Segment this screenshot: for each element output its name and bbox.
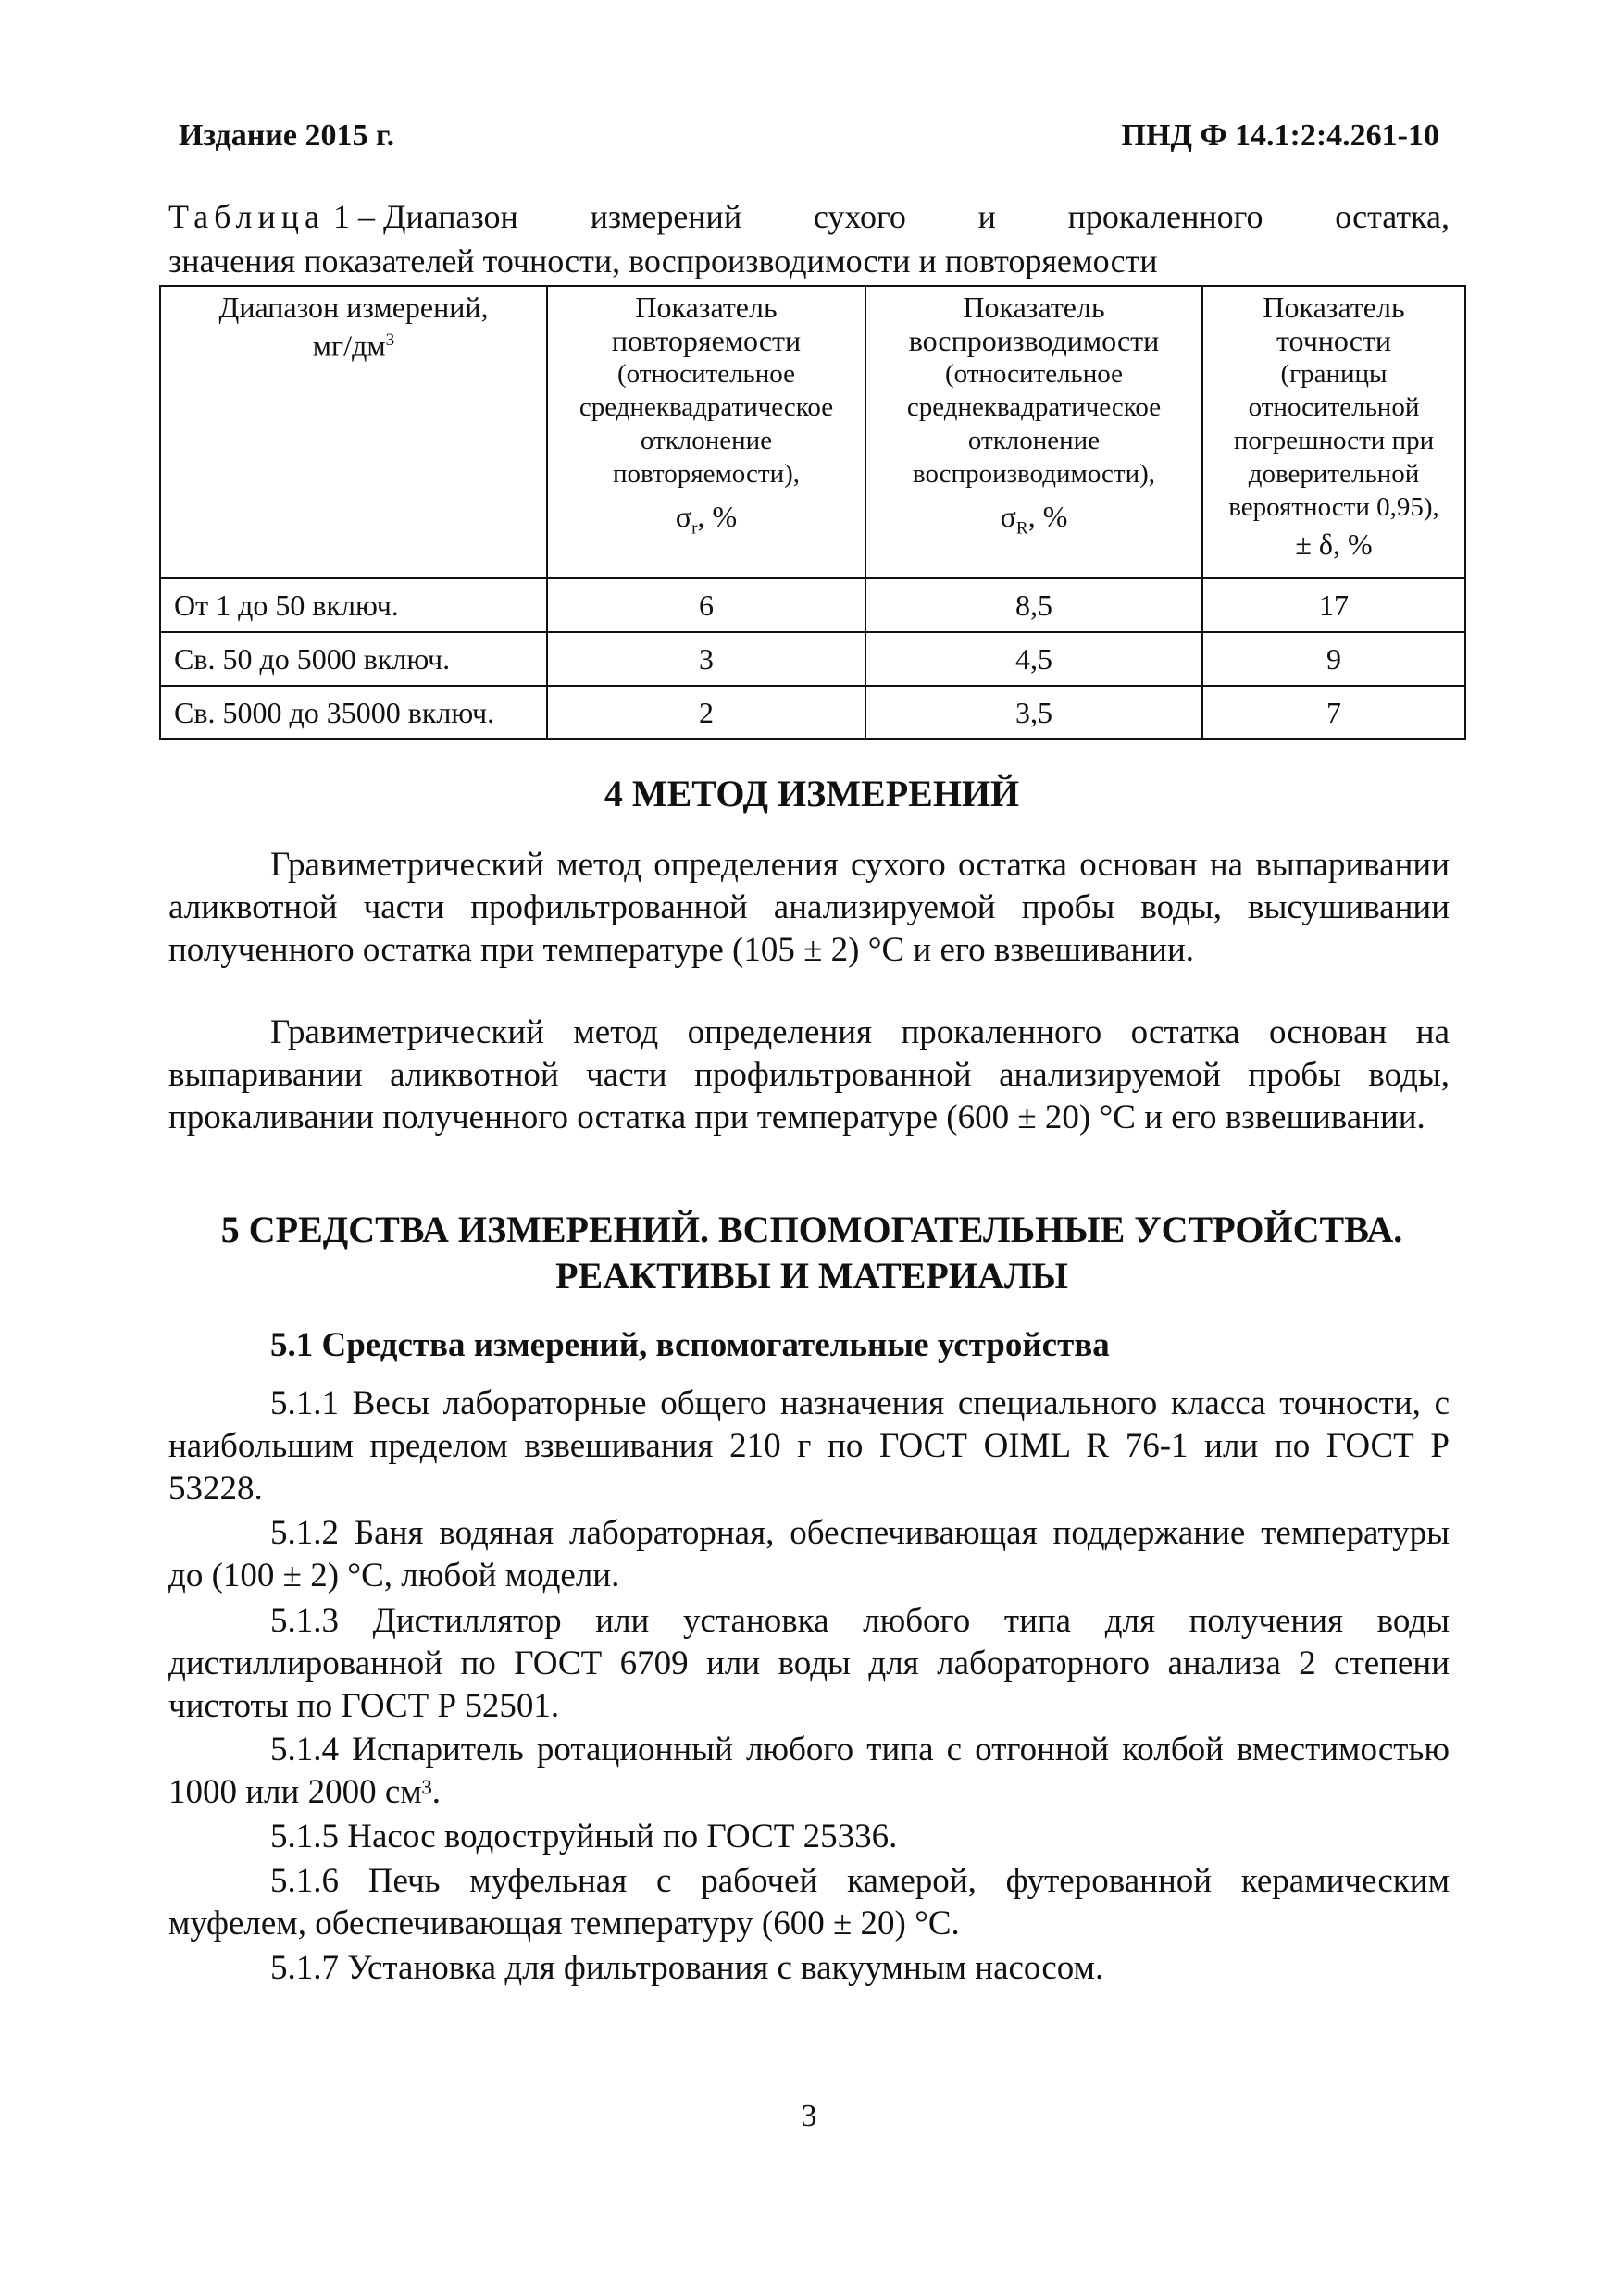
measurement-range-table	[159, 285, 1466, 740]
section-5-title-line2: РЕАКТИВЫ И МАТЕРИАЛЫ	[555, 1255, 1068, 1297]
section-4-title: 4 МЕТОД ИЗМЕРЕНИЙ	[604, 773, 1020, 814]
section-4-paragraph-1: Гравиметрический метод определения сухого остатка основан на выпаривании аликвотной части профильтрованной анализируемой пробы воды, высушивании полученного остатка при температуре (105 ± 2) °С и его взвешивании.	[168, 846, 1450, 969]
table-cell: От 1 до 50 включ.	[160, 578, 547, 632]
subsection-5-1-title: 5.1 Средства измерений, вспомогательные устройства	[270, 1326, 1110, 1364]
table-cell: 6	[547, 578, 865, 632]
table-cell: 17	[1202, 578, 1465, 632]
list-item: 5.1.3 Дистиллятор или установка любого типа для получения воды дистиллированной по ГОСТ 6709 или воды для лабораторного анализа 2 степени чистоты по ГОСТ Р 52501.	[168, 1602, 1450, 1725]
caption-word: измерений	[590, 198, 742, 235]
table-caption-line1	[168, 194, 1450, 239]
table-cell: 7	[1202, 686, 1465, 739]
caption-prefix: Таблица	[168, 198, 325, 235]
list-item: 5.1.2 Баня водяная лабораторная, обеспечивающая поддержание температуры до (100 ± 2) °С, любой модели.	[168, 1514, 1450, 1595]
table-cell: 4,5	[865, 632, 1202, 686]
header-reproducibility: Показатель воспроизводимости (относительное среднеквадратическое отклонение воспроизводимости), $\sigma_R$, %	[865, 286, 1202, 578]
caption-word: прокаленного	[1067, 198, 1263, 235]
edition-label: Издание 2015 г.	[179, 118, 395, 153]
table-cell: 3,5	[865, 686, 1202, 739]
header-accuracy: Показатель точности (границы относительной погрешности при доверительной вероятности 0,95), ± δ, %	[1202, 286, 1465, 578]
table-cell: 3	[547, 632, 865, 686]
page-number: 3	[801, 2099, 817, 2133]
table-caption	[168, 194, 1450, 283]
table-cell: 8,5	[865, 578, 1202, 632]
table-cell: 9	[1202, 632, 1465, 686]
table-row	[160, 578, 1465, 632]
document-code: ПНД Ф 14.1:2:4.261-10	[1121, 118, 1439, 153]
caption-word: 1 – Диапазон	[332, 198, 518, 235]
caption-word: остатка,	[1335, 198, 1450, 235]
table-row	[160, 632, 1465, 686]
list-item: 5.1.1 Весы лабораторные общего назначения специального класса точности, с наибольшим пределом взвешивания 210 г по ГОСТ OIML R 76-1 или по ГОСТ Р 53228.	[168, 1384, 1450, 1508]
header-range: Диапазон измерений, $мг/дм^3$	[160, 286, 547, 578]
table-cell: Св. 5000 до 35000 включ.	[160, 686, 547, 739]
section-4-paragraph-2: Гравиметрический метод определения прокаленного остатка основан на выпаривании аликвотной части профильтрованной анализируемой пробы воды, прокаливании полученного остатка при температуре (600 ± 20) °С и его взвешивании.	[168, 1013, 1450, 1136]
caption-word: сухого	[813, 198, 906, 235]
list-item: 5.1.4 Испаритель ротационный любого типа с отгонной колбой вместимостью 1000 или 2000 см³.	[168, 1731, 1450, 1811]
section-5-title-line1: 5 СРЕДСТВА ИЗМЕРЕНИЙ. ВСПОМОГАТЕЛЬНЫЕ УСТРОЙСТВА.	[220, 1209, 1403, 1250]
list-item: 5.1.7 Установка для фильтрования с вакуумным насосом.	[270, 1949, 1104, 1987]
table-cell: Св. 50 до 5000 включ.	[160, 632, 547, 686]
table-row	[160, 686, 1465, 739]
header-repeatability: Показатель повторяемости (относительное среднеквадратическое отклонение повторяемости), $\sigma_r$, %	[547, 286, 865, 578]
table-caption-line2: значения показателей точности, воспроизводимости и повторяемости	[168, 242, 1158, 279]
list-item: 5.1.6 Печь муфельная с рабочей камерой, футерованной керамическим муфелем, обеспечивающая температуру (600 ± 20) °С.	[168, 1862, 1450, 1942]
table-cell: 2	[547, 686, 865, 739]
table-header-row	[160, 286, 1465, 578]
list-item: 5.1.5 Насос водоструйный по ГОСТ 25336.	[270, 1818, 898, 1855]
caption-word: и	[977, 198, 996, 235]
